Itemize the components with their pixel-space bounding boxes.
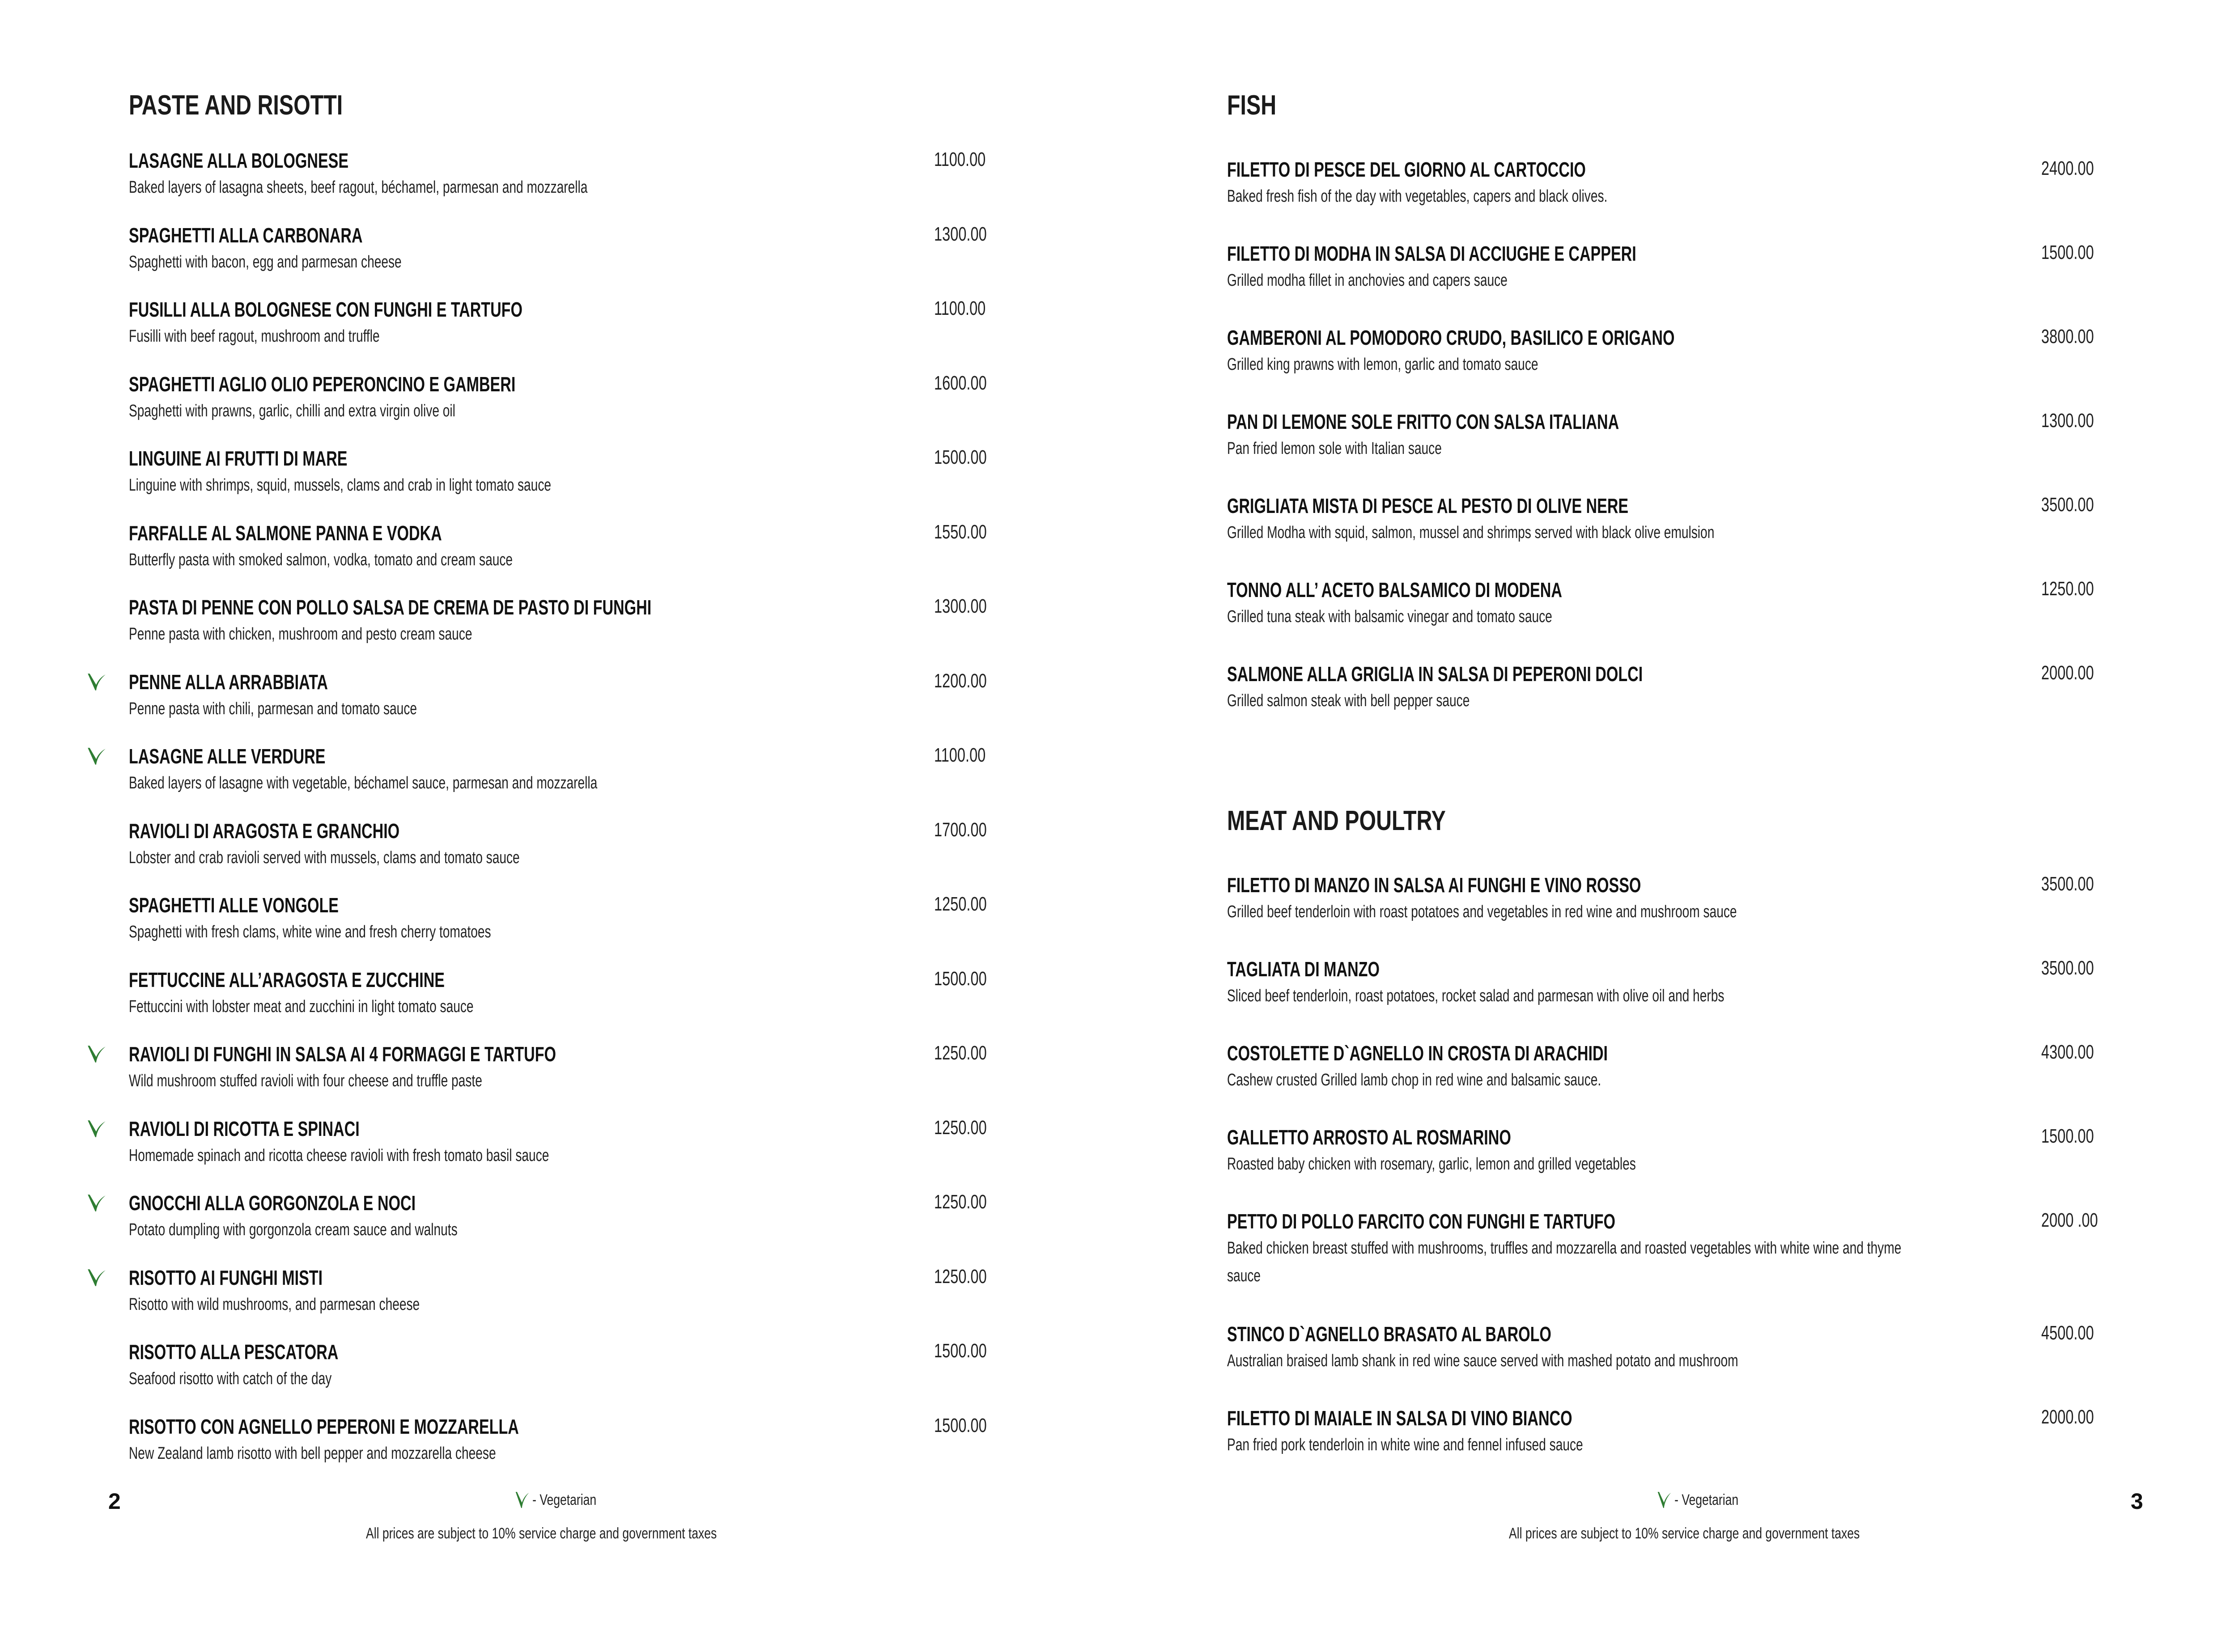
menu-item-price: 4300.00 bbox=[2041, 1041, 2094, 1063]
menu-item-price: 1250.00 bbox=[2041, 578, 2094, 600]
menu-item-price: 1550.00 bbox=[934, 521, 987, 543]
menu-item-description: Lobster and crab ravioli served with mussels, clams and tomato sauce bbox=[129, 848, 520, 867]
menu-item-name: TONNO ALL’ ACETO BALSAMICO DI MODENA bbox=[1227, 578, 1562, 601]
menu-item-name: LASAGNE ALLE VERDURE bbox=[129, 745, 326, 768]
service-charge-note: All prices are subject to 10% service charge and government taxes bbox=[1509, 1525, 1860, 1542]
menu-item bbox=[129, 1191, 987, 1244]
menu-item-description: Fusilli with beef ragout, mushroom and truffle bbox=[129, 327, 380, 346]
menu-item-price: 1500.00 bbox=[934, 446, 987, 468]
menu-item bbox=[1227, 1041, 2094, 1094]
menu-item-name: SALMONE ALLA GRIGLIA IN SALSA DI PEPERONI DOLCI bbox=[1227, 662, 1643, 686]
menu-item bbox=[1227, 957, 2094, 1010]
menu-item bbox=[1227, 410, 2094, 462]
menu-item bbox=[129, 744, 986, 797]
menu-item-name: RAVIOLI DI FUNGHI IN SALSA AI 4 FORMAGGI E TARTUFO bbox=[129, 1042, 556, 1066]
menu-item bbox=[129, 1116, 987, 1169]
menu-item-description: Grilled Modha with squid, salmon, mussel and shrimps served with black olive emulsion bbox=[1227, 523, 1715, 542]
menu-item-description: Grilled king prawns with lemon, garlic and tomato sauce bbox=[1227, 355, 1538, 374]
menu-item-description: Baked fresh fish of the day with vegetables, capers and black olives. bbox=[1227, 187, 1608, 206]
menu-item bbox=[129, 1042, 987, 1095]
menu-item-name: PASTA DI PENNE CON POLLO SALSA DE CREMA DE PASTO DI FUNGHI bbox=[129, 596, 652, 619]
menu-item-description: Baked layers of lasagne with vegetable, béchamel sauce, parmesan and mozzarella bbox=[129, 774, 598, 792]
menu-item bbox=[1227, 157, 2094, 210]
menu-item-price: 1500.00 bbox=[2041, 241, 2094, 263]
menu-item bbox=[1227, 662, 2094, 715]
menu-item-price: 4500.00 bbox=[2041, 1322, 2094, 1344]
vegetarian-leaf-icon bbox=[85, 1043, 107, 1065]
menu-item-price: 1700.00 bbox=[934, 818, 987, 841]
menu-item bbox=[129, 148, 986, 201]
menu-item-description: Penne pasta with chili, parmesan and tomato sauce bbox=[129, 699, 417, 718]
menu-item-price: 1250.00 bbox=[934, 1116, 987, 1139]
menu-item bbox=[129, 818, 987, 872]
menu-item-price: 1300.00 bbox=[934, 595, 987, 617]
menu-item bbox=[1227, 578, 2094, 631]
menu-item-price: 1250.00 bbox=[934, 1042, 987, 1064]
menu-item-price: 3800.00 bbox=[2041, 326, 2094, 347]
menu-item-name: GALLETTO ARROSTO AL ROSMARINO bbox=[1227, 1126, 1511, 1149]
menu-item-price: 1500.00 bbox=[934, 1340, 987, 1362]
menu-item-description: Seafood risotto with catch of the day bbox=[129, 1369, 332, 1388]
menu-item-description: Spaghetti with prawns, garlic, chilli and extra virgin olive oil bbox=[129, 401, 455, 420]
menu-item bbox=[129, 297, 986, 350]
menu-item-description: New Zealand lamb risotto with bell pepper and mozzarella cheese bbox=[129, 1444, 496, 1463]
menu-item-price: 1100.00 bbox=[934, 297, 986, 319]
menu-item-price: 1500.00 bbox=[934, 967, 987, 990]
menu-item-name: SPAGHETTI ALLA CARBONARA bbox=[129, 223, 363, 247]
menu-item-price: 2000.00 bbox=[2041, 662, 2094, 684]
menu-item-name: RISOTTO AI FUNGHI MISTI bbox=[129, 1266, 323, 1289]
menu-item-description: Linguine with shrimps, squid, mussels, clams and crab in light tomato sauce bbox=[129, 476, 552, 495]
page-number: 2 bbox=[108, 1489, 121, 1514]
menu-item bbox=[1227, 1125, 2094, 1178]
menu-item-name: SPAGHETTI ALLE VONGOLE bbox=[129, 894, 339, 917]
menu-item-price: 1300.00 bbox=[2041, 410, 2094, 432]
menu-item-description: Australian braised lamb shank in red wine sauce served with mashed potato and mushroom bbox=[1227, 1351, 1738, 1370]
menu-item-description: Grilled beef tenderloin with roast potatoes and vegetables in red wine and mushroom sauce bbox=[1227, 902, 1737, 921]
menu-item-name: RAVIOLI DI ARAGOSTA E GRANCHIO bbox=[129, 819, 400, 843]
menu-item bbox=[129, 1265, 987, 1318]
vegetarian-leaf-icon bbox=[85, 1118, 107, 1140]
menu-item-name: RISOTTO ALLA PESCATORA bbox=[129, 1340, 339, 1364]
page-number: 3 bbox=[2131, 1489, 2143, 1514]
menu-item-name: RAVIOLI DI RICOTTA E SPINACI bbox=[129, 1117, 360, 1140]
menu-item-price: 1100.00 bbox=[934, 744, 986, 766]
menu-item bbox=[129, 1414, 987, 1467]
menu-item-description: Pan fried pork tenderloin in white wine and fennel infused sauce bbox=[1227, 1436, 1583, 1454]
right-page bbox=[1106, 0, 2213, 1652]
legend-label: - Vegetarian bbox=[532, 1491, 597, 1508]
service-charge-note: All prices are subject to 10% service charge and government taxes bbox=[366, 1525, 717, 1542]
vegetarian-leaf-icon bbox=[85, 1267, 107, 1289]
menu-item-price: 1250.00 bbox=[934, 893, 987, 915]
menu-item-price: 1500.00 bbox=[2041, 1125, 2094, 1147]
vegetarian-legend bbox=[514, 1489, 596, 1511]
menu-item-price: 3500.00 bbox=[2041, 873, 2094, 895]
menu-item-description: Fettuccini with lobster meat and zucchini in light tomato sauce bbox=[129, 997, 474, 1016]
menu-item-name: GAMBERONI AL POMODORO CRUDO, BASILICO E ORIGANO bbox=[1227, 326, 1675, 349]
menu-item-description: Cashew crusted Grilled lamb chop in red wine and balsamic sauce. bbox=[1227, 1071, 1601, 1089]
section-title-fish: FISH bbox=[1227, 90, 1277, 121]
menu-item-description: Wild mushroom stuffed ravioli with four cheese and truffle paste bbox=[129, 1072, 482, 1090]
menu-item-name: STINCO D`AGNELLO BRASATO AL BAROLO bbox=[1227, 1322, 1551, 1346]
menu-item-price: 1200.00 bbox=[934, 669, 987, 692]
vegetarian-leaf-icon bbox=[85, 745, 107, 767]
leaf-icon bbox=[514, 1489, 530, 1511]
menu-item-name: RISOTTO CON AGNELLO PEPERONI E MOZZARELLA bbox=[129, 1415, 519, 1438]
menu-item-price: 2000 .00 bbox=[2041, 1209, 2098, 1231]
menu-item-description: Penne pasta with chicken, mushroom and pesto cream sauce bbox=[129, 625, 472, 644]
menu-item bbox=[129, 1340, 987, 1393]
menu-item bbox=[1227, 241, 2094, 294]
menu-item-description: Spaghetti with bacon, egg and parmesan cheese bbox=[129, 252, 402, 271]
menu-item bbox=[1227, 494, 2094, 546]
menu-item-price: 3500.00 bbox=[2041, 494, 2094, 516]
menu-item-name: FUSILLI ALLA BOLOGNESE CON FUNGHI E TARTUFO bbox=[129, 298, 522, 321]
menu-item bbox=[129, 595, 987, 648]
menu-item-description: Butterfly pasta with smoked salmon, vodka, tomato and cream sauce bbox=[129, 550, 513, 569]
menu-item-description: Baked chicken breast stuffed with mushrooms, truffles and mozzarella and roasted vegetables with white wine and thyme sauce bbox=[1227, 1239, 1902, 1285]
menu-item-description: Roasted baby chicken with rosemary, garlic, lemon and grilled vegetables bbox=[1227, 1155, 1636, 1173]
menu-item bbox=[129, 893, 987, 946]
section-title-meat-poultry: MEAT AND POULTRY bbox=[1227, 805, 1446, 836]
menu-item-price: 2000.00 bbox=[2041, 1406, 2094, 1428]
menu-item bbox=[1227, 1406, 2094, 1459]
menu-item bbox=[129, 521, 987, 574]
menu-item-price: 1300.00 bbox=[934, 223, 987, 245]
menu-item-name: FILETTO DI MODHA IN SALSA DI ACCIUGHE E CAPPERI bbox=[1227, 242, 1636, 265]
menu-item-description: Pan fried lemon sole with Italian sauce bbox=[1227, 439, 1442, 458]
menu-item-name: LINGUINE AI FRUTTI DI MARE bbox=[129, 447, 348, 470]
menu-item-price: 1250.00 bbox=[934, 1265, 987, 1288]
menu-item-name: FILETTO DI PESCE DEL GIORNO AL CARTOCCIO bbox=[1227, 158, 1586, 181]
menu-item-name: LASAGNE ALLA BOLOGNESE bbox=[129, 149, 349, 172]
menu-item bbox=[1227, 1322, 2094, 1375]
section-title-paste-risotti: PASTE AND RISOTTI bbox=[129, 90, 343, 121]
menu-item-price: 1500.00 bbox=[934, 1414, 987, 1436]
menu-item-description: Grilled modha fillet in anchovies and capers sauce bbox=[1227, 271, 1508, 290]
leaf-icon bbox=[1656, 1489, 1672, 1511]
menu-item bbox=[1227, 1209, 2166, 1290]
menu-item-description: Homemade spinach and ricotta cheese ravioli with fresh tomato basil sauce bbox=[129, 1146, 549, 1165]
menu-item bbox=[1227, 326, 2094, 378]
menu-item-description: Spaghetti with fresh clams, white wine and fresh cherry tomatoes bbox=[129, 923, 491, 941]
menu-item-description: Sliced beef tenderloin, roast potatoes, rocket salad and parmesan with olive oil and herbs bbox=[1227, 987, 1725, 1005]
menu-item-name: TAGLIATA DI MANZO bbox=[1227, 957, 1380, 981]
vegetarian-leaf-icon bbox=[85, 1192, 107, 1214]
menu-item bbox=[129, 967, 987, 1021]
menu-item-description: Baked layers of lasagna sheets, beef ragout, béchamel, parmesan and mozzarella bbox=[129, 178, 588, 197]
menu-item bbox=[129, 372, 987, 425]
left-page bbox=[0, 0, 1106, 1652]
menu-item-name: PAN DI LEMONE SOLE FRITTO CON SALSA ITALIANA bbox=[1227, 410, 1619, 433]
menu-item-name: FETTUCCINE ALL’ARAGOSTA E ZUCCHINE bbox=[129, 968, 445, 991]
menu-item-description: Potato dumpling with gorgonzola cream sauce and walnuts bbox=[129, 1220, 458, 1239]
vegetarian-leaf-icon bbox=[85, 671, 107, 693]
menu-item-name: GNOCCHI ALLA GORGONZOLA E NOCI bbox=[129, 1191, 416, 1215]
menu-item-name: SPAGHETTI AGLIO OLIO PEPERONCINO E GAMBERI bbox=[129, 372, 516, 396]
menu-item-name: FILETTO DI MAIALE IN SALSA DI VINO BIANCO bbox=[1227, 1406, 1572, 1430]
menu-item-name: COSTOLETTE D`AGNELLO IN CROSTA DI ARACHIDI bbox=[1227, 1042, 1608, 1065]
menu-item-name: PENNE ALLA ARRABBIATA bbox=[129, 670, 328, 694]
menu-item-name: PETTO DI POLLO FARCITO CON FUNGHI E TARTUFO bbox=[1227, 1210, 1616, 1233]
menu-item-description: Grilled salmon steak with bell pepper sauce bbox=[1227, 691, 1470, 710]
menu-item-name: GRIGLIATA MISTA DI PESCE AL PESTO DI OLIVE NERE bbox=[1227, 494, 1629, 517]
menu-item-price: 3500.00 bbox=[2041, 957, 2094, 979]
menu-item bbox=[1227, 873, 2094, 926]
menu-item-name: FARFALLE AL SALMONE PANNA E VODKA bbox=[129, 521, 442, 545]
menu-item bbox=[129, 669, 987, 723]
vegetarian-legend bbox=[1656, 1489, 1738, 1511]
menu-item-description: Risotto with wild mushrooms, and parmesan cheese bbox=[129, 1295, 420, 1314]
menu-item-price: 1100.00 bbox=[934, 148, 986, 170]
menu-item-name: FILETTO DI MANZO IN SALSA AI FUNGHI E VINO ROSSO bbox=[1227, 873, 1641, 897]
menu-item-description: Grilled tuna steak with balsamic vinegar and tomato sauce bbox=[1227, 607, 1552, 626]
menu-item bbox=[129, 446, 987, 499]
menu-item-price: 1600.00 bbox=[934, 372, 987, 394]
legend-label: - Vegetarian bbox=[1674, 1491, 1739, 1508]
menu-item bbox=[129, 223, 987, 276]
menu-item-price: 2400.00 bbox=[2041, 157, 2094, 179]
menu-item-price: 1250.00 bbox=[934, 1191, 987, 1213]
